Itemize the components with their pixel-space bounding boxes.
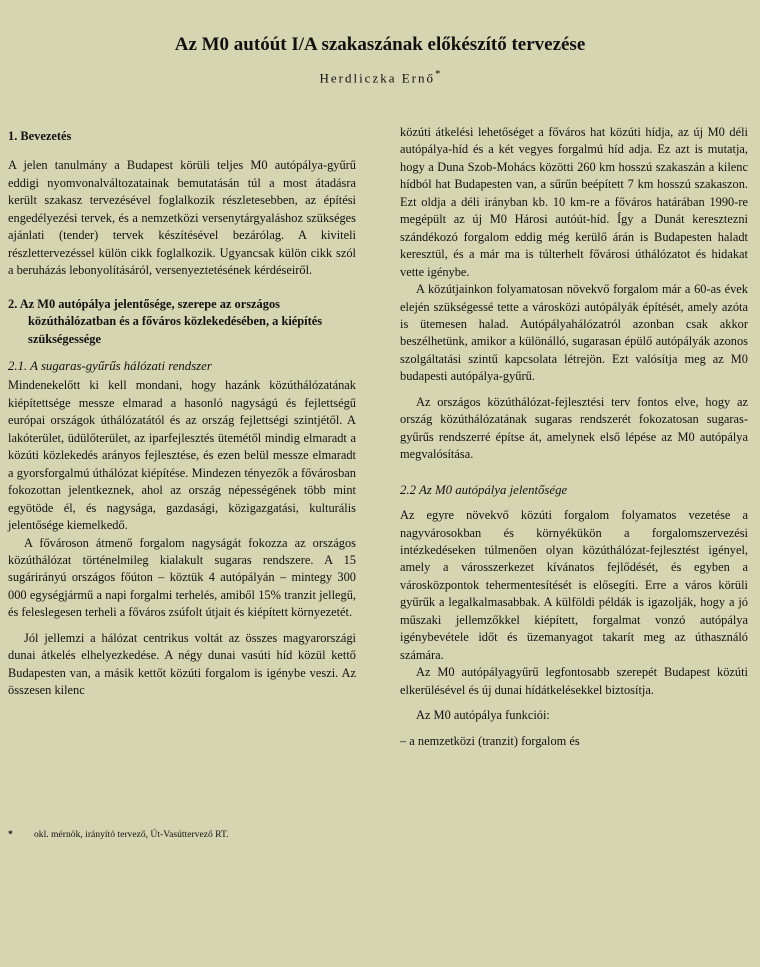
paragraph: A jelen tanulmány a Budapest körüli teljes M0 autópálya-gyűrű eddigi nyomvonalváltozatainak bemutatásán túl a most átadásra került szakasz tervezésével foglalkozik részletesebben, az építési engedélyezési tervek, és a nemzetközi versenytárgyaláshoz szükséges ajánlati (tender) tervek készítésével bezárólag. A kiviteli részlettervezéssel külön cikk foglalkozik. Ugyancsak külön cikk szól a beruházás lebonyolításáról, versenyeztetésének kérdéseiről.	[8, 158, 356, 278]
left-column	[8, 118, 356, 700]
paragraph: Az egyre növekvő közúti forgalom folyamatos vezetése a nagyvárosokban és környékükön a forgalomszervezési intézkedéseken túlmenően olyan közúthálózat-fejlesztést igényel, amely a városszerkezet kívánatos fejlődését, és egyben a városközpontok tehermentesítését is elősegíti. Erre a város körüli gyűrűk a legalkalmasabbak. A külföldi példák is igazolják, hogy a jó műszaki jellemzőkkel kiépített, forgalmat vonzó autópálya igénybevétele időt és üzemanyagot takarít meg az úthasználó számára.	[400, 508, 748, 662]
subsection-heading-2-1: 2.1. A sugaras-gyűrűs hálózati rendszer	[8, 358, 212, 373]
footnote-mark: *	[8, 829, 13, 840]
paragraph: A fővároson átmenő forgalom nagyságát fokozza az országos közúthálózat történelmileg kialakult sugaras rendszere. A 15 sugárirányú országos főúton – köztük 4 autópályán – mintegy 300 000 egységjármű a napi forgalmi terhelés, amiből 15% tranzit jellegű, és feleslegesen terheli a főváros zsúfolt útjait és kiépített környezetét.	[8, 535, 356, 620]
subsection-heading-2-2: 2.2 Az M0 autópálya jelentősége	[400, 482, 568, 497]
paragraph: Az országos közúthálózat-fejlesztési terv fontos elve, hogy az ország közúthálózatának sugaras rendszerét fokozatosan sugaras-gyűrűs rendszerré építse át, amelynek első lépése az M0 autópálya megvalósítása.	[400, 394, 748, 462]
paragraph: A közútjainkon folyamatosan növekvő forgalom már a 60-as évek elején szükségessé tette a városközi autópályák építését, amely azóta is ütemesen halad. Autópályahálózatról azonban csak akkor beszélhetünk, amikor a különálló, sugarasan épülő autópályák azonos szolgáltatási szintű kapcsolata létrejön. Ezt valósítja meg az M0 budapesti autópálya-gyűrű.	[400, 282, 748, 384]
list-item: – a nemzetközi (tranzit) forgalom és	[400, 733, 580, 748]
author-name: Herdliczka Ernő	[319, 70, 436, 86]
paragraph: Az M0 autópálya funkciói:	[416, 708, 550, 723]
paragraph: Az M0 autópályagyűrű legfontosabb szerepét Budapest közúti elkerülésével és új dunai hídátkelésekkel biztosítja.	[400, 665, 748, 697]
right-column	[400, 124, 748, 750]
section-heading-2: 2. Az M0 autópálya jelentősége, szerepe az országos közúthálózatban és a főváros közlekedésében, a kiépítés szükségessége	[8, 296, 323, 346]
footnote-text: okl. mérnök, irányító tervező, Út-Vasúttervező RT.	[34, 829, 229, 840]
author-footnote-mark: *	[435, 68, 441, 80]
paragraph: Jól jellemzi a hálózat centrikus voltát az összes magyarországi dunai átkelés elhelyezkedése. A négy dunai vasúti híd közül kettő Budapesten van, a másik kettőt közúti forgalom is igénybe veszi. Az összesen kilenc	[8, 630, 356, 698]
paragraph: közúti átkelési lehetőséget a főváros hat közúti hídja, az új M0 déli autópálya-híd és a két vegyes forgalmú híd adja. Ez azt is mutatja, hogy a Duna Szob-Mohács közötti 260 km hosszú szakaszán a kilenc hídból hat Budapesten van, a sűrűn beépített 7 km hosszú szakaszon. Ezt oldja a déli irányban kb. 10 km-re a főváros határában 1990-re megépült az új M0 Hárosi autóút-híd. Így a Dunát keresztezni szándékozó forgalom eddig még kerülő árán is Budapesten haladt keresztül, és a már ma is túlterhelt fővárosi úthálózatot és hidakat vette igénybe.	[400, 125, 748, 279]
footnote	[8, 829, 368, 840]
paragraph: Mindenekelőtt ki kell mondani, hogy hazánk közúthálózatának kiépítettsége messze elmarad a hasonló nagyságú és fejlettségű európai országok úthálózatától és az ország fejlettségi szintjétől. A lakóterület, üdülőterület, az iparfejlesztés ütemétől mindig elmaradt a közúti közlekedés arányos fejlesztése, és ezen belül messze elmaradt a gyorsforgalmú úthálózat kiépítése. Mindezen tényezők a fővárosban fokozottan jelentkeznek, ahol az ország népességének több mint egyötöde él, és nagysága, gazdasági, közigazgatási, kulturális jelentősége kiemelkedő.	[8, 378, 356, 533]
section-heading-1: 1. Bevezetés	[8, 129, 72, 143]
author-line	[0, 68, 760, 86]
paper-title: Az M0 autóút I/A szakaszának előkészítő tervezése	[174, 34, 586, 55]
